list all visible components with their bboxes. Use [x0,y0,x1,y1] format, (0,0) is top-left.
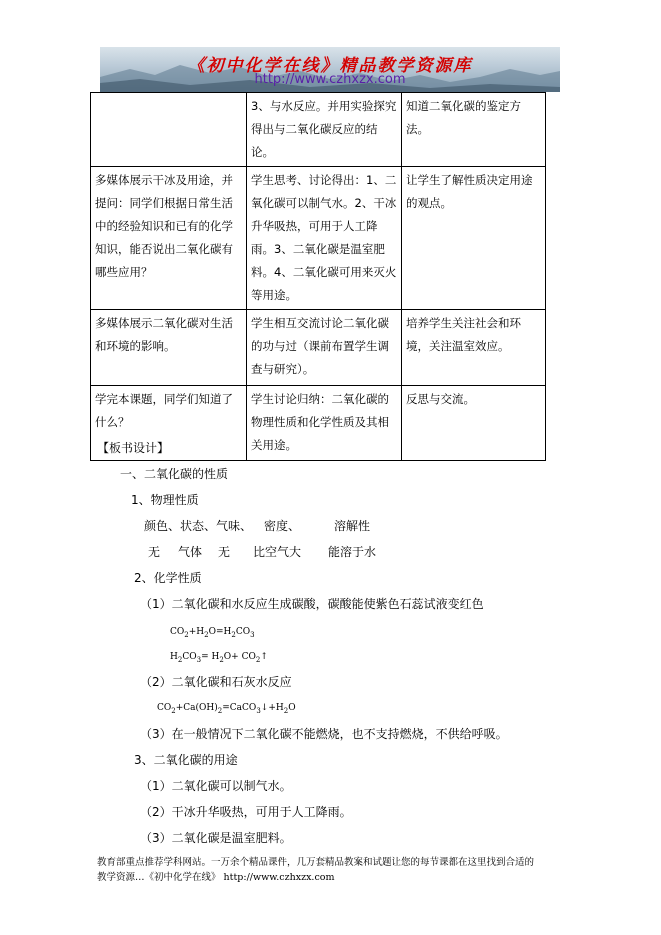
equation-1: $CO_2+H_2O=H_2CO_3$ [170,627,255,639]
use-item: （2）干冰升华吸热，可用于人工降雨。 [140,805,352,819]
header-banner [100,47,560,92]
property-label: 颜色、状态、气味、 [144,519,253,533]
property-value: 能溶于水 [328,545,377,559]
banner-url[interactable]: http://www.czhxzx.com [254,72,406,87]
property-value: 无 [218,545,231,559]
section-co2-properties: 一、二氧化碳的性质 [120,467,229,481]
footer-line-2: 教学资源…《初中化学在线》 http://www.czhxzx.com [97,872,335,883]
chem-property-2: （2）二氧化碳和石灰水反应 [140,675,292,689]
table-row [91,167,546,310]
property-label: 密度、 [264,519,301,533]
property-value: 无 [148,545,161,559]
use-item: （1）二氧化碳可以制气水。 [140,779,292,793]
property-label: 溶解性 [334,519,371,533]
table-cell: 知道二氧化碳的鉴定方法。 [402,93,546,167]
table-cell: 3、与水反应。并用实验探究得出与二氧化碳反应的结论。 [247,93,402,167]
table-cell: 学生讨论归纳：二氧化碳的物理性质和化学性质及其相关用途。 [247,386,402,461]
use-item: （3）二氧化碳是温室肥料。 [140,831,292,845]
property-value: 气体 [178,545,203,559]
chemical-properties-heading: 2、化学性质 [134,571,202,585]
table-cell: 反思与交流。 [402,386,546,461]
table-cell: 多媒体展示二氧化碳对生活和环境的影响。 [91,310,247,386]
page-footer [97,855,577,885]
table-cell: 学完本课题，同学们知道了什么？ [91,386,247,461]
banner-title: 《初中化学在线》精品教学资源库 [187,56,473,76]
table-row [91,93,546,167]
physical-properties-heading: 1、物理性质 [131,493,199,507]
table-cell: 让学生了解性质决定用途的观点。 [402,167,546,310]
footer-line-1: 教育部重点推荐学科网站。一万余个精品课件，几万套精品教案和试题让您的每节课都在这里找到合适的 [97,857,535,868]
table-row [91,310,546,386]
board-design-heading: 【板书设计】 [97,441,170,455]
property-value: 比空气大 [253,545,302,559]
table-cell: 培养学生关注社会和环境，关注温室效应。 [402,310,546,386]
table-cell: 学生思考、讨论得出：1、二氧化碳可以制气水。2、干冰升华吸热，可用于人工降雨。3、二氧化碳是温室肥料。4、二氧化碳可用来灭火等用途。 [247,167,402,310]
footer-link[interactable]: http://www.czhxzx.com [223,872,335,883]
equation-3: $CO_2+Ca(OH)_2=CaCO_3↓+H_2O$ [157,703,296,715]
equation-2: $H_2CO_3= H_2O+$ $CO_2↑$ [170,652,268,664]
chem-property-1: （1）二氧化碳和水反应生成碳酸，碳酸能使紫色石蕊试液变红色 [140,597,484,611]
chem-property-3: （3）在一般情况下二氧化碳不能燃烧，也不支持燃烧，不供给呼吸。 [140,727,508,741]
table-cell [91,93,247,167]
table-cell: 学生相互交流讨论二氧化碳的功与过（课前布置学生调查与研究）。 [247,310,402,386]
uses-heading: 3、二氧化碳的用途 [134,753,238,767]
table-cell: 多媒体展示干冰及用途，并提问：同学们根据日常生活中的经验知识和已有的化学知识，能否说出二氧化碳有哪些应用？ [91,167,247,310]
lesson-table [90,92,546,461]
